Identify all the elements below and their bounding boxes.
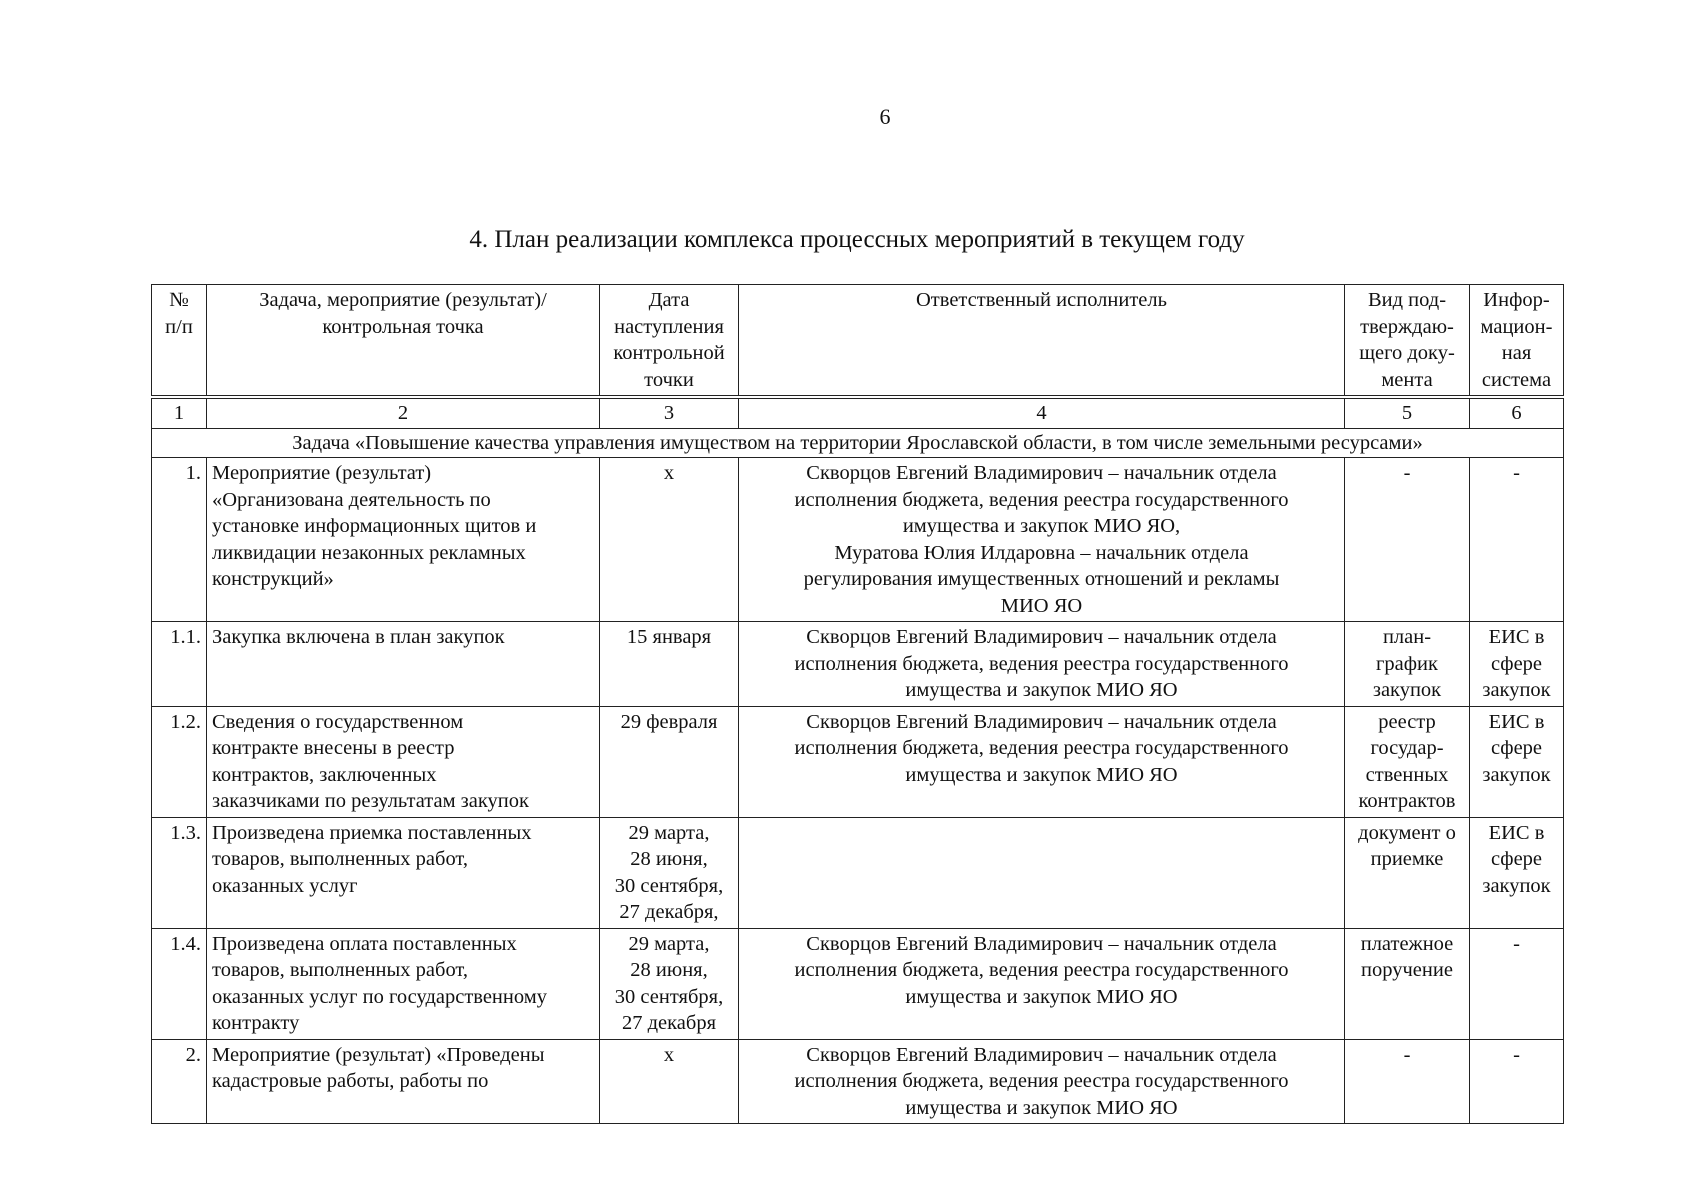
row-responsible: Скворцов Евгений Владимирович – начальник отдела исполнения бюджета, ведения реестра государственного имущества и закупок МИО ЯО — [739, 706, 1345, 817]
row-task: Закупка включена в план закупок — [207, 622, 600, 707]
row-system: ЕИС в сфере закупок — [1470, 622, 1564, 707]
header-cell-responsible: Ответственный исполнитель — [739, 285, 1345, 398]
column-numbering-row — [152, 397, 1564, 428]
header-cell-system: Инфор- мацион- ная система — [1470, 285, 1564, 398]
row-number: 1. — [152, 458, 207, 622]
row-date: 29 марта, 28 июня, 30 сентября, 27 декабря, — [600, 817, 739, 928]
row-system: - — [1470, 458, 1564, 622]
row-system: ЕИС в сфере закупок — [1470, 706, 1564, 817]
row-system: - — [1470, 928, 1564, 1039]
column-number: 2 — [207, 397, 600, 428]
row-system: - — [1470, 1039, 1564, 1124]
row-system: ЕИС в сфере закупок — [1470, 817, 1564, 928]
row-document: платежное поручение — [1345, 928, 1470, 1039]
row-number: 1.3. — [152, 817, 207, 928]
task-row — [152, 428, 1564, 458]
page-number: 6 — [879, 104, 891, 129]
table-row — [152, 928, 1564, 1039]
row-date: 15 января — [600, 622, 739, 707]
table-row — [152, 1039, 1564, 1124]
row-document: документ о приемке — [1345, 817, 1470, 928]
table-row — [152, 817, 1564, 928]
header-row — [152, 285, 1564, 398]
plan-table — [151, 284, 1564, 1124]
row-document: - — [1345, 458, 1470, 622]
row-task: Сведения о государственном контракте внесены в реестр контрактов, заключенных заказчиками по результатам закупок — [207, 706, 600, 817]
page-title: 4. План реализации комплекса процессных мероприятий в текущем году — [469, 226, 1245, 253]
row-responsible — [739, 817, 1345, 928]
table-row — [152, 706, 1564, 817]
row-date: х — [600, 1039, 739, 1124]
table-row — [152, 622, 1564, 707]
row-number: 1.1. — [152, 622, 207, 707]
column-number: 1 — [152, 397, 207, 428]
row-number: 1.2. — [152, 706, 207, 817]
row-task: Произведена приемка поставленных товаров, выполненных работ, оказанных услуг — [207, 817, 600, 928]
row-document: план- график закупок — [1345, 622, 1470, 707]
table-row — [152, 458, 1564, 622]
row-number: 1.4. — [152, 928, 207, 1039]
column-number: 6 — [1470, 397, 1564, 428]
row-document: - — [1345, 1039, 1470, 1124]
column-number: 5 — [1345, 397, 1470, 428]
row-responsible: Скворцов Евгений Владимирович – начальник отдела исполнения бюджета, ведения реестра государственного имущества и закупок МИО ЯО — [739, 928, 1345, 1039]
row-task: Мероприятие (результат) «Проведены кадастровые работы, работы по — [207, 1039, 600, 1124]
header-cell-document: Вид под- тверждаю- щего доку- мента — [1345, 285, 1470, 398]
row-task: Произведена оплата поставленных товаров, выполненных работ, оказанных услуг по государственному контракту — [207, 928, 600, 1039]
task-cell: Задача «Повышение качества управления имуществом на территории Ярославской области, в том числе земельными ресурсами» — [152, 428, 1564, 458]
header-cell-task: Задача, мероприятие (результат)/ контрольная точка — [207, 285, 600, 398]
row-number: 2. — [152, 1039, 207, 1124]
column-number: 4 — [739, 397, 1345, 428]
row-date: 29 февраля — [600, 706, 739, 817]
row-responsible: Скворцов Евгений Владимирович – начальник отдела исполнения бюджета, ведения реестра государственного имущества и закупок МИО ЯО, Муратова Юлия Илдаровна – начальник отдела регулирования имущественных отношений и рекламы МИО ЯО — [739, 458, 1345, 622]
row-task: Мероприятие (результат) «Организована деятельность по установке информационных щитов и ликвидации незаконных рекламных конструкций» — [207, 458, 600, 622]
header-cell-number: № п/п — [152, 285, 207, 398]
row-date: х — [600, 458, 739, 622]
row-responsible: Скворцов Евгений Владимирович – начальник отдела исполнения бюджета, ведения реестра государственного имущества и закупок МИО ЯО — [739, 1039, 1345, 1124]
row-document: реестр государ- ственных контрактов — [1345, 706, 1470, 817]
header-cell-date: Дата наступления контрольной точки — [600, 285, 739, 398]
row-date: 29 марта, 28 июня, 30 сентября, 27 декабря — [600, 928, 739, 1039]
row-responsible: Скворцов Евгений Владимирович – начальник отдела исполнения бюджета, ведения реестра государственного имущества и закупок МИО ЯО — [739, 622, 1345, 707]
column-number: 3 — [600, 397, 739, 428]
